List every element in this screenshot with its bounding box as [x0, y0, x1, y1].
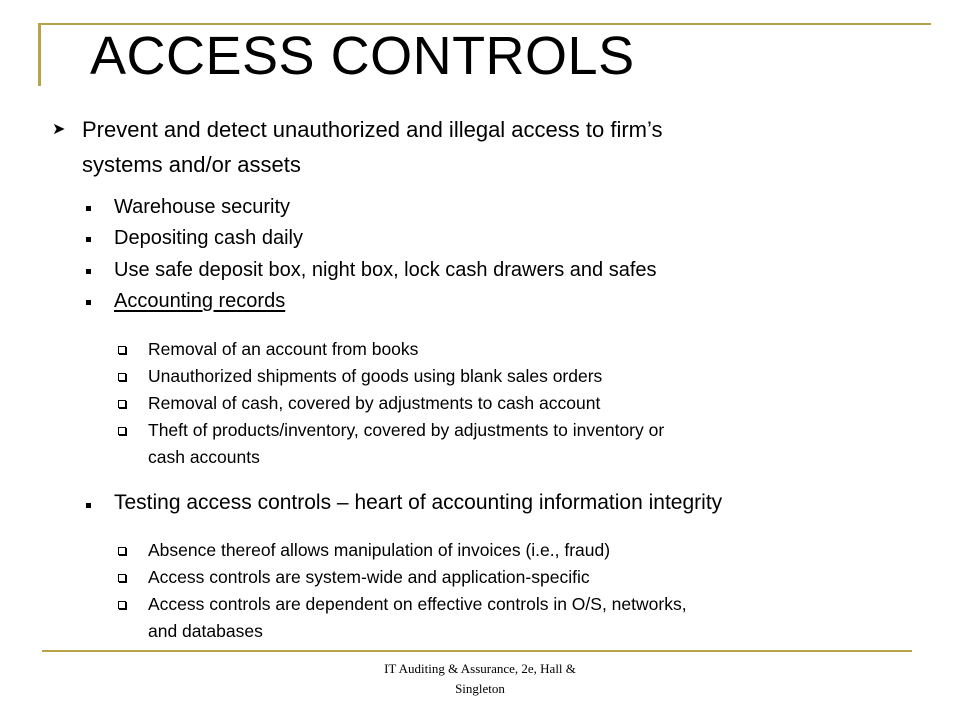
main-bullet-line-1: Prevent and detect unauthorized and illegal access to firm’s: [82, 117, 663, 142]
detail-bullet-text: Unauthorized shipments of goods using blank sales orders: [148, 366, 603, 386]
hollow-square-bullet-icon: [118, 373, 126, 381]
sub-bullet-text: Depositing cash daily: [114, 227, 303, 249]
square-bullet-icon: [86, 269, 91, 274]
square-bullet-icon: [86, 503, 91, 508]
detail-bullet-text: Access controls are system-wide and application-specific: [148, 567, 590, 587]
footer-line-1: IT Auditing & Assurance, 2e, Hall &: [384, 661, 576, 676]
square-bullet-icon: [86, 206, 91, 211]
hollow-square-bullet-icon: [118, 346, 126, 354]
detail-bullet-text-continued: and databases: [148, 621, 263, 641]
square-bullet-icon: [86, 237, 91, 242]
hollow-square-bullet-icon: [118, 547, 126, 555]
hollow-square-bullet-icon: [118, 427, 126, 435]
main-bullet-line-2: systems and/or assets: [82, 152, 301, 177]
detail-bullet-text: Removal of an account from books: [148, 339, 419, 359]
detail-bullet-text: Removal of cash, covered by adjustments to cash account: [148, 393, 601, 413]
frame-bottom-line: [42, 650, 912, 652]
sub-bullet-text-underlined: Accounting records: [114, 290, 286, 312]
sub-bullet-text: Warehouse security: [114, 196, 290, 218]
hollow-square-bullet-icon: [118, 574, 126, 582]
slide-title: ACCESS CONTROLS: [90, 26, 635, 86]
detail-bullet-text: Access controls are dependent on effective controls in O/S, networks,: [148, 594, 687, 614]
detail-bullet-text-continued: cash accounts: [148, 447, 260, 467]
sub-bullet-text: Use safe deposit box, night box, lock cash drawers and safes: [114, 259, 657, 281]
sub-bullet-text: Testing access controls – heart of accounting information integrity: [114, 491, 723, 514]
hollow-square-bullet-icon: [118, 400, 126, 408]
footer-line-2: Singleton: [455, 681, 505, 696]
square-bullet-icon: [86, 300, 91, 305]
arrow-bullet-icon: ➤: [52, 121, 66, 138]
hollow-square-bullet-icon: [118, 601, 126, 609]
detail-bullet-text: Theft of products/inventory, covered by adjustments to inventory or: [148, 420, 665, 440]
slide-footer: [330, 659, 630, 699]
detail-bullet-text: Absence thereof allows manipulation of invoices (i.e., fraud): [148, 540, 611, 560]
frame-left-line: [38, 23, 41, 86]
